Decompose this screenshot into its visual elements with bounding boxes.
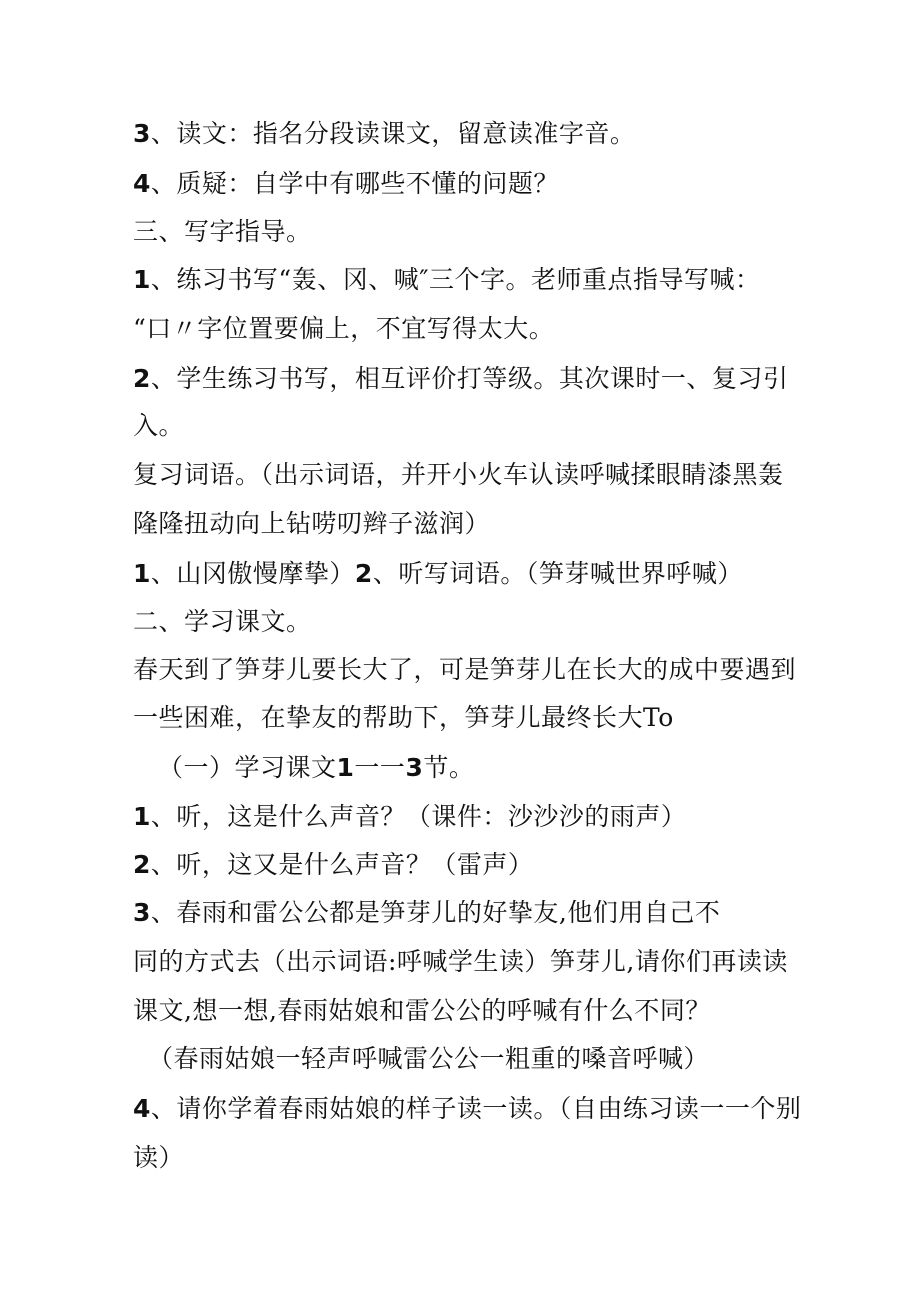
- line-text: 、练习书写“轰、冈、喊″三个字。老师重点指导写喊：: [150, 265, 761, 294]
- text-line: 隆隆扭动向上钻唠叨辫子滋润）: [133, 509, 491, 538]
- step-number: 2: [133, 364, 151, 393]
- text-line: [133, 118, 635, 150]
- step-number: 1: [133, 802, 151, 831]
- text-line: （春雨姑娘一轻声呼喊雷公公一粗重的嗓音呼喊）: [148, 1044, 710, 1073]
- step-number: 3: [133, 119, 151, 148]
- text-line: [133, 363, 788, 395]
- text-line: [133, 168, 559, 200]
- subsection-heading: [158, 752, 474, 784]
- step-number: 1: [336, 753, 355, 782]
- text-line: 一些困难，在挚友的帮助下，笋芽儿最终长大To: [133, 703, 674, 732]
- line-text: 一一: [354, 753, 406, 782]
- text-line: [133, 558, 743, 590]
- text-line: [133, 1093, 801, 1125]
- section-heading: 三、写字指导。: [133, 217, 312, 246]
- line-text: 、听写词语。（笋芽喊世界呼喊）: [372, 559, 743, 588]
- text-line: [133, 801, 686, 833]
- step-number: 2: [354, 559, 373, 588]
- text-line: 春天到了笋芽儿要长大了，可是笋芽儿在长大的成中要遇到: [133, 655, 797, 684]
- text-line: 课文,想一想,春雨姑娘和雷公公的呼喊有什么不同？: [133, 996, 711, 1025]
- section-heading: 二、学习课文。: [133, 607, 312, 636]
- line-text: 、春雨和雷公公都是笋芽儿的好挚友,他们用自己不: [150, 898, 721, 927]
- line-text: 、听，这是什么声音？（课件：沙沙沙的雨声）: [150, 802, 687, 831]
- text-line: [133, 897, 720, 929]
- text-line: [133, 264, 761, 296]
- line-text: 、山冈傲慢摩挚）: [150, 559, 355, 588]
- text-line: 读）: [133, 1143, 185, 1172]
- step-number: 3: [133, 898, 151, 927]
- line-text: 、听，这又是什么声音？（雷声）: [150, 850, 534, 879]
- step-number: 1: [133, 265, 151, 294]
- text-line: 入。: [133, 411, 185, 440]
- text-line: “口〃字位置要偏上，不宜写得太大。: [133, 314, 555, 343]
- text-line: [133, 849, 533, 881]
- step-number: 3: [405, 753, 424, 782]
- text-line: 同的方式去（出示词语:呼喊学生读）笋芽儿,请你们再读读: [133, 947, 788, 976]
- step-number: 4: [133, 169, 151, 198]
- line-text: 、请你学着春雨姑娘的样子读一读。（自由练习读一一个别: [150, 1094, 802, 1123]
- step-number: 1: [133, 559, 151, 588]
- line-text: 、质疑：自学中有哪些不懂的问题？: [150, 169, 559, 198]
- line-text: 、读文：指名分段读课文，留意读准字音。: [150, 119, 636, 148]
- line-text: 节。: [423, 753, 475, 782]
- step-number: 2: [133, 850, 151, 879]
- line-text: （一）学习课文: [158, 753, 337, 782]
- line-text: 、学生练习书写，相互评价打等级。其次课时一、复习引: [150, 364, 789, 393]
- step-number: 4: [133, 1094, 151, 1123]
- text-line: 复习词语。（出示词语，并开小火车认读呼喊揉眼睛漆黑轰: [133, 460, 784, 489]
